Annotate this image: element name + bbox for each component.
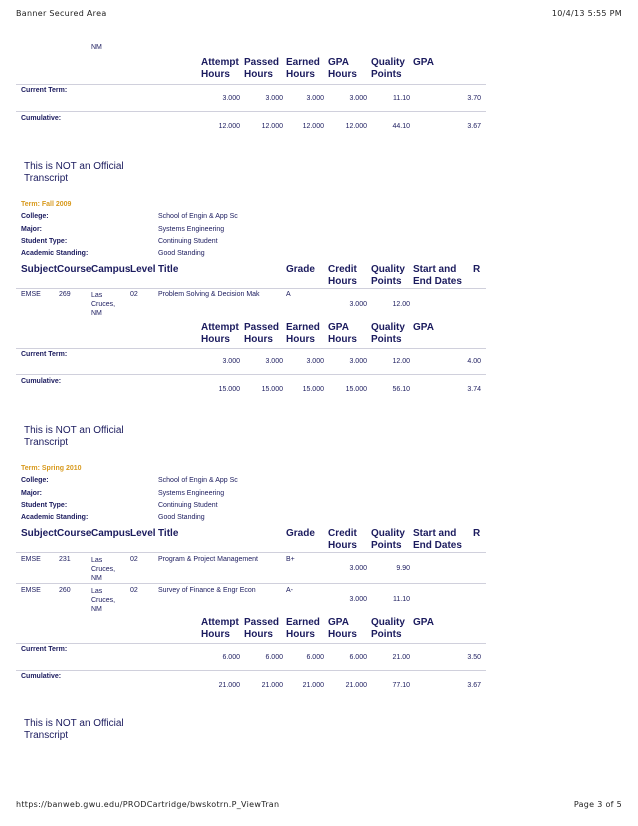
course-number: 260 [59, 587, 71, 594]
academic-standing-label: Academic Standing: [21, 514, 89, 521]
course-credit-hours: 3.000 [349, 301, 367, 308]
col-level: Level [130, 264, 156, 275]
term-title: Term: Fall 2009 [21, 201, 72, 208]
col-earned-hours: Earned Hours [286, 57, 320, 80]
col-quality-points: Quality Points [371, 264, 405, 287]
col-subject: Subject [21, 264, 58, 275]
course-level: 02 [130, 587, 138, 594]
cumulative-label: Cumulative: [21, 378, 62, 385]
course-title: Survey of Finance & Engr Econ [158, 587, 256, 594]
cumulative-quality: 77.10 [392, 682, 410, 689]
cumulative-attempt: 12.000 [218, 123, 240, 130]
course-campus: Las Cruces, NM [91, 588, 116, 613]
current-term-label: Current Term: [21, 646, 68, 653]
course-level: 02 [130, 291, 138, 298]
col-start-end-dates: Start and End Dates [413, 264, 462, 287]
current-term-label: Current Term: [21, 351, 68, 358]
col-title: Title [158, 264, 179, 275]
col-r: R [473, 264, 481, 275]
unofficial-notice: This is NOT an Official Transcript [24, 718, 124, 741]
course-quality-points: 9.90 [396, 565, 410, 572]
term-title: Term: Spring 2010 [21, 465, 82, 472]
course-campus: Las Cruces, NM [91, 557, 116, 582]
course-subject: EMSE [21, 556, 41, 563]
current-passed: 6.000 [265, 654, 283, 661]
col-campus: Campus [91, 528, 131, 539]
col-grade: Grade [286, 528, 315, 539]
course-grade: A [286, 291, 291, 298]
cumulative-attempt: 15.000 [218, 386, 240, 393]
col-gpa: GPA [413, 57, 434, 68]
page-header-title: Banner Secured Area [16, 9, 107, 18]
cumulative-gpa-hours: 21.000 [345, 682, 367, 689]
course-grade: B+ [286, 556, 295, 563]
col-level: Level [130, 528, 156, 539]
current-quality: 21.00 [392, 654, 410, 661]
cumulative-gpa-hours: 15.000 [345, 386, 367, 393]
page-header-datetime: 10/4/13 5:55 PM [551, 9, 622, 18]
student-type-label: Student Type: [21, 238, 68, 245]
current-gpa: 4.00 [467, 358, 481, 365]
cumulative-passed: 12.000 [261, 123, 283, 130]
page-footer-url[interactable]: https://banweb.gwu.edu/PRODCartridge/bwskotrn.P_ViewTran [16, 800, 280, 809]
cumulative-gpa-hours: 12.000 [345, 123, 367, 130]
cumulative-gpa: 3.67 [467, 123, 481, 130]
col-gpa-hours: GPA Hours [328, 617, 357, 640]
col-quality-points: Quality Points [371, 528, 405, 551]
current-attempt: 6.000 [222, 654, 240, 661]
col-credit-hours: Credit Hours [328, 264, 357, 287]
academic-standing-label: Academic Standing: [21, 250, 89, 257]
student-type-label: Student Type: [21, 502, 68, 509]
major-label: Major: [21, 226, 42, 233]
cumulative-gpa: 3.74 [467, 386, 481, 393]
cumulative-label: Cumulative: [21, 673, 62, 680]
cumulative-earned: 12.000 [302, 123, 324, 130]
academic-standing-value: Good Standing [158, 250, 205, 257]
col-attempt-hours: Attempt Hours [201, 57, 239, 80]
current-earned: 3.000 [306, 358, 324, 365]
unofficial-notice: This is NOT an Official Transcript [24, 425, 124, 448]
course-subject: EMSE [21, 587, 41, 594]
student-type-value: Continuing Student [158, 238, 218, 245]
current-attempt: 3.000 [222, 95, 240, 102]
course-title: Problem Solving & Decision Mak [158, 291, 260, 298]
col-quality-points: Quality Points [371, 57, 405, 80]
college-label: College: [21, 477, 49, 484]
cumulative-passed: 15.000 [261, 386, 283, 393]
course-number: 231 [59, 556, 71, 563]
college-label: College: [21, 213, 49, 220]
col-r: R [473, 528, 481, 539]
academic-standing-value: Good Standing [158, 514, 205, 521]
course-subject: EMSE [21, 291, 41, 298]
current-gpa-hours: 3.000 [349, 358, 367, 365]
current-gpa-hours: 6.000 [349, 654, 367, 661]
col-start-end-dates: Start and End Dates [413, 528, 462, 551]
current-earned: 6.000 [306, 654, 324, 661]
current-attempt: 3.000 [222, 358, 240, 365]
course-quality-points: 12.00 [392, 301, 410, 308]
major-value: Systems Engineering [158, 226, 225, 233]
current-passed: 3.000 [265, 358, 283, 365]
current-gpa: 3.70 [467, 95, 481, 102]
cumulative-passed: 21.000 [261, 682, 283, 689]
cumulative-quality: 56.10 [392, 386, 410, 393]
col-attempt-hours: Attempt Hours [201, 322, 239, 345]
col-title: Title [158, 528, 179, 539]
course-campus: Las Cruces, NM [91, 292, 116, 317]
student-type-value: Continuing Student [158, 502, 218, 509]
col-attempt-hours: Attempt Hours [201, 617, 239, 640]
cumulative-attempt: 21.000 [218, 682, 240, 689]
cumulative-earned: 15.000 [302, 386, 324, 393]
course-number: 269 [59, 291, 71, 298]
major-label: Major: [21, 490, 42, 497]
current-quality: 12.00 [392, 358, 410, 365]
col-subject: Subject [21, 528, 58, 539]
course-credit-hours: 3.000 [349, 565, 367, 572]
page-footer-page-number: Page 3 of 5 [573, 800, 622, 809]
cumulative-earned: 21.000 [302, 682, 324, 689]
col-quality-points: Quality Points [371, 617, 405, 640]
course-title: Program & Project Management [158, 556, 258, 563]
current-quality: 11.10 [393, 95, 410, 102]
cumulative-label: Cumulative: [21, 115, 62, 122]
col-credit-hours: Credit Hours [328, 528, 357, 551]
col-gpa: GPA [413, 322, 434, 333]
col-gpa-hours: GPA Hours [328, 57, 357, 80]
current-gpa-hours: 3.000 [349, 95, 367, 102]
course-credit-hours: 3.000 [349, 596, 367, 603]
cumulative-gpa: 3.67 [467, 682, 481, 689]
college-value: School of Engin & App Sc [158, 477, 238, 484]
college-value: School of Engin & App Sc [158, 213, 238, 220]
col-passed-hours: Passed Hours [244, 57, 280, 80]
current-gpa: 3.50 [467, 654, 481, 661]
campus-continuation: NM [91, 44, 102, 51]
current-earned: 3.000 [306, 95, 324, 102]
course-quality-points: 11.10 [393, 596, 410, 603]
course-level: 02 [130, 556, 138, 563]
col-passed-hours: Passed Hours [244, 617, 280, 640]
cumulative-quality: 44.10 [392, 123, 410, 130]
col-quality-points: Quality Points [371, 322, 405, 345]
course-grade: A- [286, 587, 293, 594]
col-passed-hours: Passed Hours [244, 322, 280, 345]
unofficial-notice: This is NOT an Official Transcript [24, 161, 124, 184]
col-earned-hours: Earned Hours [286, 617, 320, 640]
current-passed: 3.000 [265, 95, 283, 102]
current-term-label: Current Term: [21, 87, 68, 94]
col-gpa-hours: GPA Hours [328, 322, 357, 345]
col-course: Course [57, 528, 92, 539]
major-value: Systems Engineering [158, 490, 225, 497]
col-course: Course [57, 264, 92, 275]
col-earned-hours: Earned Hours [286, 322, 320, 345]
col-campus: Campus [91, 264, 131, 275]
col-gpa: GPA [413, 617, 434, 628]
col-grade: Grade [286, 264, 315, 275]
